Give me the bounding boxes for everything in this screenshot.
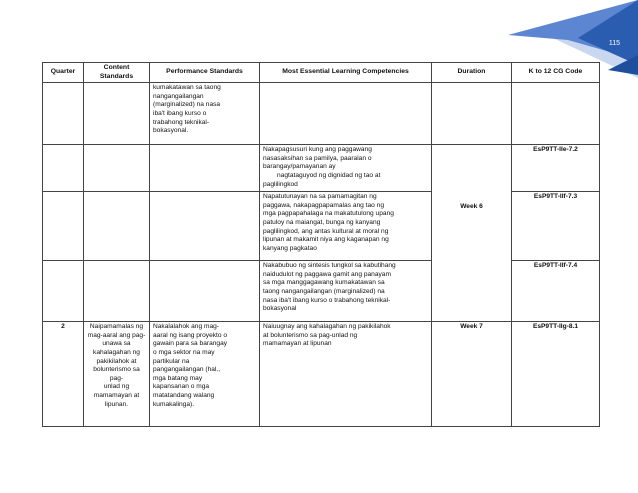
- text-line: bokasyonal: [263, 305, 297, 313]
- cell-melc: [260, 83, 432, 145]
- text-line: unlad ng: [103, 383, 130, 391]
- header-cg-code: K to 12 CG Code: [512, 63, 600, 83]
- cell-code: EsP9TT-IIe-7.2: [512, 145, 600, 192]
- header-performance-standards: Performance Standards: [150, 63, 260, 83]
- cell-duration: [432, 145, 512, 322]
- text-line: trabahong teknikal-: [153, 118, 210, 126]
- text-line: paglilingkod: [263, 180, 298, 188]
- cell-performance: [150, 83, 260, 145]
- header-duration: Duration: [432, 63, 512, 83]
- text-line: o mga sektor na may: [153, 348, 215, 356]
- cell-performance: [150, 261, 260, 322]
- table-row: [43, 192, 600, 261]
- header-content-standards: Content Standards: [84, 63, 150, 83]
- text-line: lipunan at makamit niya ang kaganapan ng: [263, 236, 389, 244]
- cell-quarter: 2: [43, 322, 84, 427]
- cell-performance: [150, 145, 260, 192]
- text-line: kahalagahan ng: [93, 348, 140, 356]
- duration-week-6: Week 6: [460, 203, 483, 211]
- text-line: iba't ibang kurso o: [153, 109, 207, 117]
- text-line: unawa sa: [102, 340, 131, 348]
- cell-duration: Week 7: [432, 322, 512, 427]
- table-row: [43, 322, 600, 427]
- text-line: Nakapagsusuri kung ang paggawang: [263, 146, 372, 154]
- text-line: kanyang pagkatao: [263, 244, 317, 252]
- cell-melc: [260, 261, 432, 322]
- cell-content: [84, 145, 150, 192]
- text-line: kapansanan o mga: [153, 383, 210, 391]
- text-line: taong nangangailangan (marginalized) na: [263, 287, 385, 295]
- text-line: pangangailangan (hal.,: [153, 366, 221, 374]
- text-line: pakikilahok at: [96, 357, 137, 365]
- text-line: Naipamamalas ng: [89, 323, 144, 331]
- cell-melc: [260, 322, 432, 427]
- cell-code: EsP9TT-IIf-7.4: [512, 261, 600, 322]
- text-line-indented: nagtataguyod ng dignidad ng tao at: [277, 171, 381, 179]
- text-line: Nakalalahok ang mag-: [153, 323, 219, 331]
- cell-quarter: [43, 83, 84, 145]
- cell-melc: [260, 145, 432, 192]
- cell-code: [512, 83, 600, 145]
- text-line: bolunterismo sa pag-: [93, 366, 140, 382]
- text-line: Naiuugnay ang kahalagahan ng pakikilahok: [263, 323, 391, 331]
- text-line: partikular na: [153, 357, 190, 365]
- header-quarter: Quarter: [43, 63, 84, 83]
- text-line: kumakatawan sa taong: [153, 84, 221, 92]
- cell-code: EsP9TT-IIg-8.1: [512, 322, 600, 427]
- text-line: Nakabubuo ng sintesis tungkol sa kabutihang: [263, 262, 396, 270]
- text-line: paggawa, nakapagpapamalas ang tao ng: [263, 201, 384, 209]
- cell-quarter: [43, 192, 84, 261]
- table-row: [43, 261, 600, 322]
- text-line: barangay/pamayanan ay: [263, 163, 336, 171]
- text-line: aaral ng isang proyekto o: [153, 331, 228, 339]
- text-line: bokasyonal.: [153, 127, 189, 135]
- text-line: (marginalized) na nasa: [153, 101, 221, 109]
- text-line: lipunan.: [104, 400, 129, 408]
- cell-duration: [432, 83, 512, 145]
- text-line: sa mga manggagawang kumakatawan sa: [263, 279, 385, 287]
- cell-performance: [150, 192, 260, 261]
- table-row: [43, 145, 600, 192]
- cell-melc: [260, 192, 432, 261]
- cell-performance: [150, 322, 260, 427]
- header-melc: Most Essential Learning Competencies: [260, 63, 432, 83]
- cell-content: [84, 192, 150, 261]
- text-line: mga batang may: [153, 374, 203, 382]
- cell-code: EsP9TT-IIf-7.3: [512, 192, 600, 261]
- text-line: matatandang walang: [153, 391, 215, 399]
- text-line: at bolunterismo sa pag-unlad ng: [263, 331, 358, 339]
- text-line: mamamayan at lipunan: [263, 340, 332, 348]
- cell-quarter: [43, 261, 84, 322]
- text-line: gawain para sa barangay: [153, 340, 228, 348]
- cell-content: [84, 83, 150, 145]
- text-line: mga pagpapahalaga na makatutulong upang: [263, 210, 394, 218]
- cell-content: [84, 322, 150, 427]
- text-line: kumakalinga).: [153, 400, 195, 408]
- text-line: mag-aaral ang pag-: [87, 331, 146, 339]
- text-line: mamamayan at: [93, 391, 140, 399]
- cell-content: [84, 261, 150, 322]
- text-line: Napatutunayan na sa pamamagitan ng: [263, 193, 377, 201]
- curriculum-table: [42, 62, 600, 427]
- cell-quarter: [43, 145, 84, 192]
- text-line: nasasaksihan sa pamilya, paaralan o: [263, 154, 372, 162]
- header-row: [43, 63, 600, 83]
- page-number: 115: [608, 40, 620, 47]
- table-row: [43, 83, 600, 145]
- text-line: patuloy na maiangat, bunga ng kanyang: [263, 218, 381, 226]
- text-line: nangangailangan: [153, 92, 204, 100]
- text-line: nasa iba't ibang kurso o trabahong teknikal-: [263, 296, 391, 304]
- text-line: paglilingkod, ang antas kultural at moral ng: [263, 227, 389, 235]
- text-line: naidudulot ng paggawa gamit ang panayam: [263, 270, 391, 278]
- text-line: [263, 172, 428, 181]
